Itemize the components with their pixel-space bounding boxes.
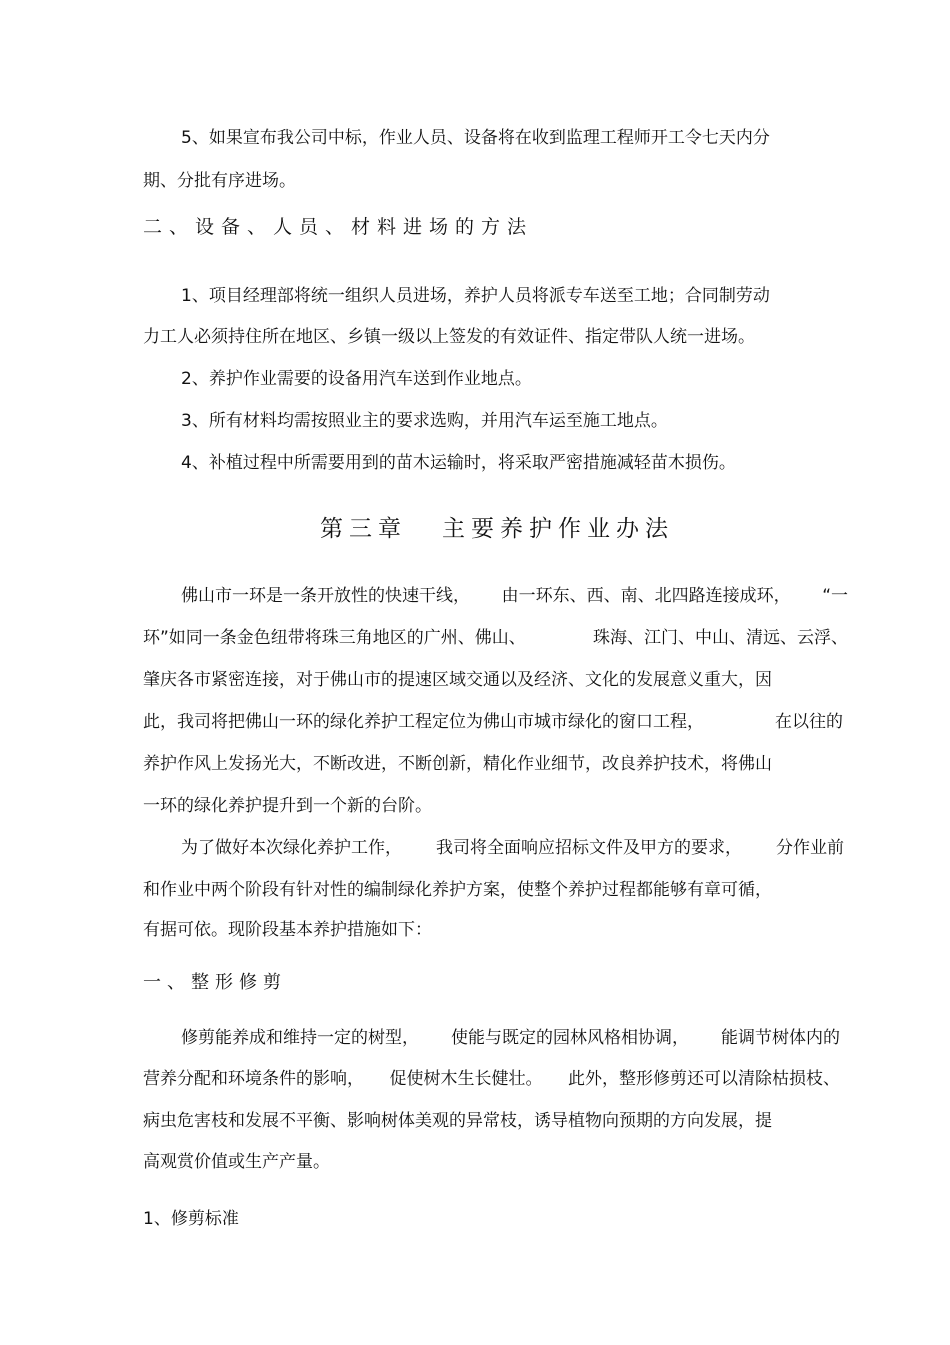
item1-line2: 力工人必须持住所在地区、乡镇一级以上签发的有效证件、指定带队人统一进场。 xyxy=(143,327,755,347)
para1-line4-part-b: 在以往的 xyxy=(775,712,843,732)
item3: 3、所有材料均需按照业主的要求选购，并用汽车运至施工地点。 xyxy=(181,411,668,431)
shaping-line2-part-b: 促使树木生长健壮。 xyxy=(389,1069,543,1089)
subheading-pruning-standard: 1、修剪标准 xyxy=(143,1209,239,1229)
item2: 2、养护作业需要的设备用汽车送到作业地点。 xyxy=(181,369,532,389)
item5-line1: 5、如果宣布我公司中标，作业人员、设备将在收到监理工程师开工令七天内分 xyxy=(181,128,770,148)
para2-line1-part-a: 为了做好本次绿化养护工作， xyxy=(181,838,402,858)
para2-line1-part-b: 我司将全面响应招标文件及甲方的要求， xyxy=(436,838,742,858)
para1-line1-part-a: 佛山市一环是一条开放性的快速干线， xyxy=(181,586,470,606)
para1-line1 xyxy=(181,584,848,608)
para1-line1-part-c: “一 xyxy=(822,586,848,606)
item5-line2: 期、分批有序进场。 xyxy=(143,171,296,191)
para1-line3: 肇庆各市紧密连接，对于佛山市的提速区域交通以及经济、文化的发展意义重大，因 xyxy=(143,670,772,690)
shaping-line1-part-b: 使能与既定的园林风格相协调， xyxy=(451,1028,689,1048)
shaping-para-line2 xyxy=(143,1067,840,1091)
shaping-line1-part-c: 能调节树体内的 xyxy=(721,1028,840,1048)
para1-line6: 一环的绿化养护提升到一个新的台阶。 xyxy=(143,796,432,816)
para2-line3: 有据可依。现阶段基本养护措施如下： xyxy=(143,920,432,940)
section-heading-equipment: 二、设备、人员、材料进场的方法 xyxy=(143,216,534,238)
item4: 4、补植过程中所需要用到的苗木运输时，将采取严密措施减轻苗木损伤。 xyxy=(181,453,736,473)
para2-line1-part-c: 分作业前 xyxy=(776,838,844,858)
shaping-para-line4: 高观赏价值或生产产量。 xyxy=(143,1152,330,1172)
para1-line2-part-a: 环”如同一条金色纽带将珠三角地区的广州、佛山、 xyxy=(143,628,526,648)
para1-line2 xyxy=(143,626,848,650)
shaping-para-line1 xyxy=(181,1026,840,1050)
para1-line4-part-a: 此，我司将把佛山一环的绿化养护工程定位为佛山市城市绿化的窗口工程， xyxy=(143,712,704,732)
shaping-para-line3: 病虫危害枝和发展不平衡、影响树体美观的异常枝，诱导植物向预期的方向发展，提 xyxy=(143,1111,772,1131)
para1-line2-part-b: 珠海、江门、中山、清远、云浮、 xyxy=(593,628,848,648)
section-heading-shaping: 一、整形修剪 xyxy=(143,972,287,993)
shaping-line2-part-c: 此外，整形修剪还可以清除枯损枝、 xyxy=(568,1069,840,1089)
shaping-line2-part-a: 营养分配和环境条件的影响， xyxy=(143,1069,364,1089)
para2-line2: 和作业中两个阶段有针对性的编制绿化养护方案，使整个养护过程都能够有章可循， xyxy=(143,880,772,900)
item1-line1: 1、项目经理部将统一组织人员进场，养护人员将派专车送至工地；合同制劳动 xyxy=(181,286,770,306)
chapter-title: 主要养护作业办法 xyxy=(442,516,674,542)
para1-line4 xyxy=(143,710,843,734)
para1-line5: 养护作风上发扬光大，不断改进，不断创新，精化作业细节，改良养护技术，将佛山 xyxy=(143,754,772,774)
chapter-number: 第三章 xyxy=(320,516,407,542)
para2-line1 xyxy=(181,836,844,860)
shaping-line1-part-a: 修剪能养成和维持一定的树型， xyxy=(181,1028,419,1048)
para1-line1-part-b: 由一环东、西、南、北四路连接成环， xyxy=(501,586,791,606)
